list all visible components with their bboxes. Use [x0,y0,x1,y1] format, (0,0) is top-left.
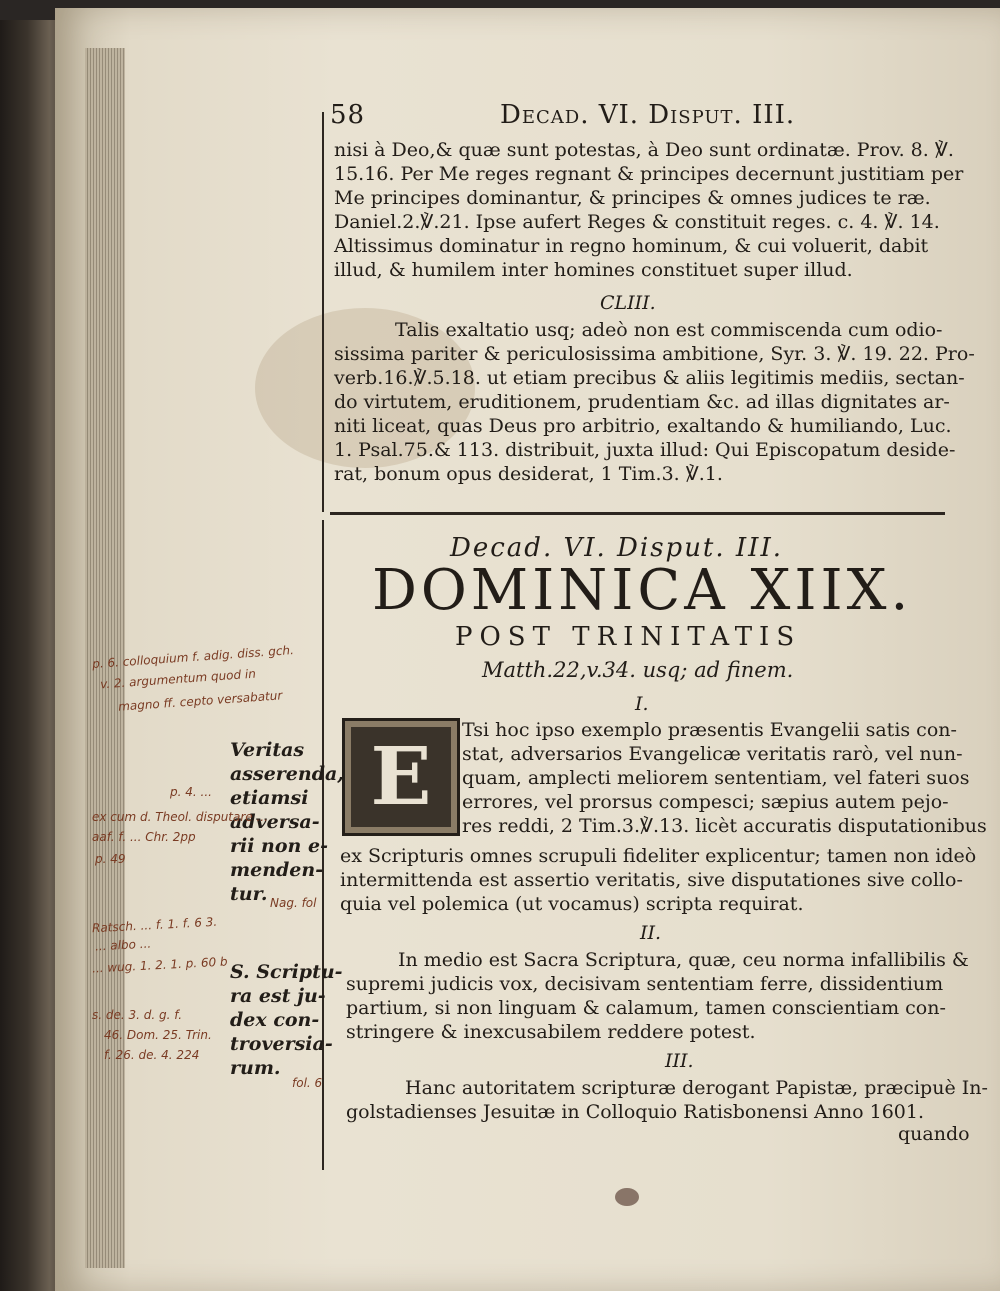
handwritten-note-6: aaf. f. ... Chr. 2pp [92,830,196,844]
side-note-2-line-2: ra est ju- [230,985,326,1007]
p3-line-1: Hanc autoritatem scripturæ derogant Papistæ, præcipuè In- [405,1077,988,1099]
section-label-cliii: CLIII. [600,292,656,314]
para-label-iii: III. [665,1050,694,1072]
side-note-1-line-3: etiamsi [230,787,309,809]
top-line-3: Me principes dominantur, & principes & omnes judices te ræ. [334,187,931,209]
side-note-scriptura [230,960,343,1080]
side-note-2-line-3: dex con- [230,1009,320,1031]
section-sub-title: Decad. VI. Disput. III. [450,533,783,563]
p1-line-2: stat, adversarios Evangelicæ veritatis rarò, vel nun- [462,743,963,765]
handwritten-note-11: ... wug. 1. 2. 1. p. 60 b [91,954,228,976]
handwritten-note-15: fol. 6 [292,1076,323,1090]
section-title: DOMINICA XIIX. [372,558,913,623]
para-line-4: do virtutem, eruditionem, prudentiam &c. ad illas dignitates ar- [334,391,950,413]
decorated-initial [342,718,460,836]
column-rule-top [322,112,324,512]
side-note-2-line-4: troversia- [230,1033,333,1055]
p1-line-6: ex Scripturis omnes scrupuli fideliter explicentur; tamen non ideò [340,845,977,867]
side-note-1-line-6: menden- [230,859,324,881]
section-divider [330,512,945,515]
top-line-1: nisi à Deo,& quæ sunt potestas, à Deo sunt ordinatæ. Prov. 8. ℣. [334,139,954,161]
handwritten-note-2: v. 2. argumentum quod in [99,666,257,692]
p1-line-4: errores, vel prorsus compesci; sæpius autem pejo- [462,791,949,813]
handwritten-note-5: ex cum d. Theol. disputare ... [92,810,268,824]
p2-line-3: partium, si non linguam & calamum, tamen conscientiam con- [346,997,946,1019]
handwritten-note-8: Nag. fol [270,896,317,910]
top-line-4: Daniel.2.℣.21. Ipse aufert Reges & constituit reges. c. 4. ℣. 14. [334,211,940,233]
p2-line-1: In medio est Sacra Scriptura, quæ, ceu norma infallibilis & [398,949,969,971]
p3-line-2: golstadienses Jesuitæ in Colloquio Ratisbonensi Anno 1601. [346,1101,925,1123]
handwritten-note-14: f. 26. de. 4. 224 [104,1048,200,1062]
para-line-5: niti liceat, quas Deus pro arbitrio, exaltando & humiliando, Luc. [334,415,952,437]
p1-line-5: res reddi, 2 Tim.3.℣.13. licèt accuratis disputationibus [462,815,987,837]
p1-line-8: quia vel polemica (ut vocamus) scripta requirat. [340,893,804,915]
side-note-1-line-2: asserenda, [230,763,344,785]
top-line-5: Altissimus dominatur in regno hominum, & cui voluerit, dabit [334,235,929,257]
side-note-1-line-7: tur. [230,883,268,905]
catchword: quando [898,1123,970,1145]
handwritten-note-9: Ratsch. ... f. 1. f. 6 3. [91,914,218,936]
top-line-2: 15.16. Per Me reges regnant & principes decernunt justitiam per [334,163,964,185]
p2-line-4: stringere & inexcusabilem reddere potest. [346,1021,756,1043]
para-label-ii: II. [640,922,662,944]
handwritten-note-12: s. de. 3. d. g. f. [92,1008,183,1022]
handwritten-note-10: ... albo ... [94,936,152,954]
handwritten-note-3: magno ff. cepto versabatur [117,688,283,714]
p2-line-2: supremi judicis vox, decisivam sententiam ferre, dissidentium [346,973,944,995]
handwritten-note-1: p. 6. colloquium f. adig. diss. gch. [91,642,295,672]
p1-line-3: quam, amplecti meliorem sententiam, vel fateri suos [462,767,970,789]
para-line-1: Talis exaltatio usq; adeò non est commiscenda cum odio- [395,319,943,341]
para-line-7: rat, bonum opus desiderat, 1 Tim.3. ℣.1. [334,463,723,485]
gospel-reference: Matth.22,v.34. usq; ad finem. [482,658,794,682]
handwritten-note-7: p. 49 [95,852,126,866]
handwritten-note-4: p. 4. ... [170,785,212,799]
side-note-1-line-4: adversa- [230,811,320,833]
p1-line-7: intermittenda est assertio veritatis, sive disputationes sive collo- [340,869,963,891]
side-note-2-line-5: rum. [230,1057,281,1079]
side-note-1-line-5: rii non e- [230,835,328,857]
page-number: 58 [330,100,366,130]
ink-blot [615,1188,639,1206]
dropcap-letter: E [370,729,432,823]
section-post-title: POST TRINITATIS [455,622,802,652]
side-note-1-line-1: Veritas [230,739,305,761]
side-note-2-line-1: S. Scriptu- [230,961,343,983]
para-line-6: 1. Psal.75.& 113. distribuit, juxta illud: Qui Episcopatum deside- [334,439,956,461]
para-line-3: verb.16.℣.5.18. ut etiam precibus & aliis legitimis mediis, sectan- [334,367,965,389]
running-title: Decad. VI. Disput. III. [500,100,796,130]
para-line-2: sissima pariter & periculosissima ambitione, Syr. 3. ℣. 19. 22. Pro- [334,343,975,365]
p1-line-1: Tsi hoc ipso exemplo præsentis Evangelii satis con- [462,719,957,741]
handwritten-note-13: 46. Dom. 25. Trin. [104,1028,212,1042]
para-label-i: I. [635,693,649,715]
top-line-6: illud, & humilem inter homines constituet super illud. [334,259,853,281]
